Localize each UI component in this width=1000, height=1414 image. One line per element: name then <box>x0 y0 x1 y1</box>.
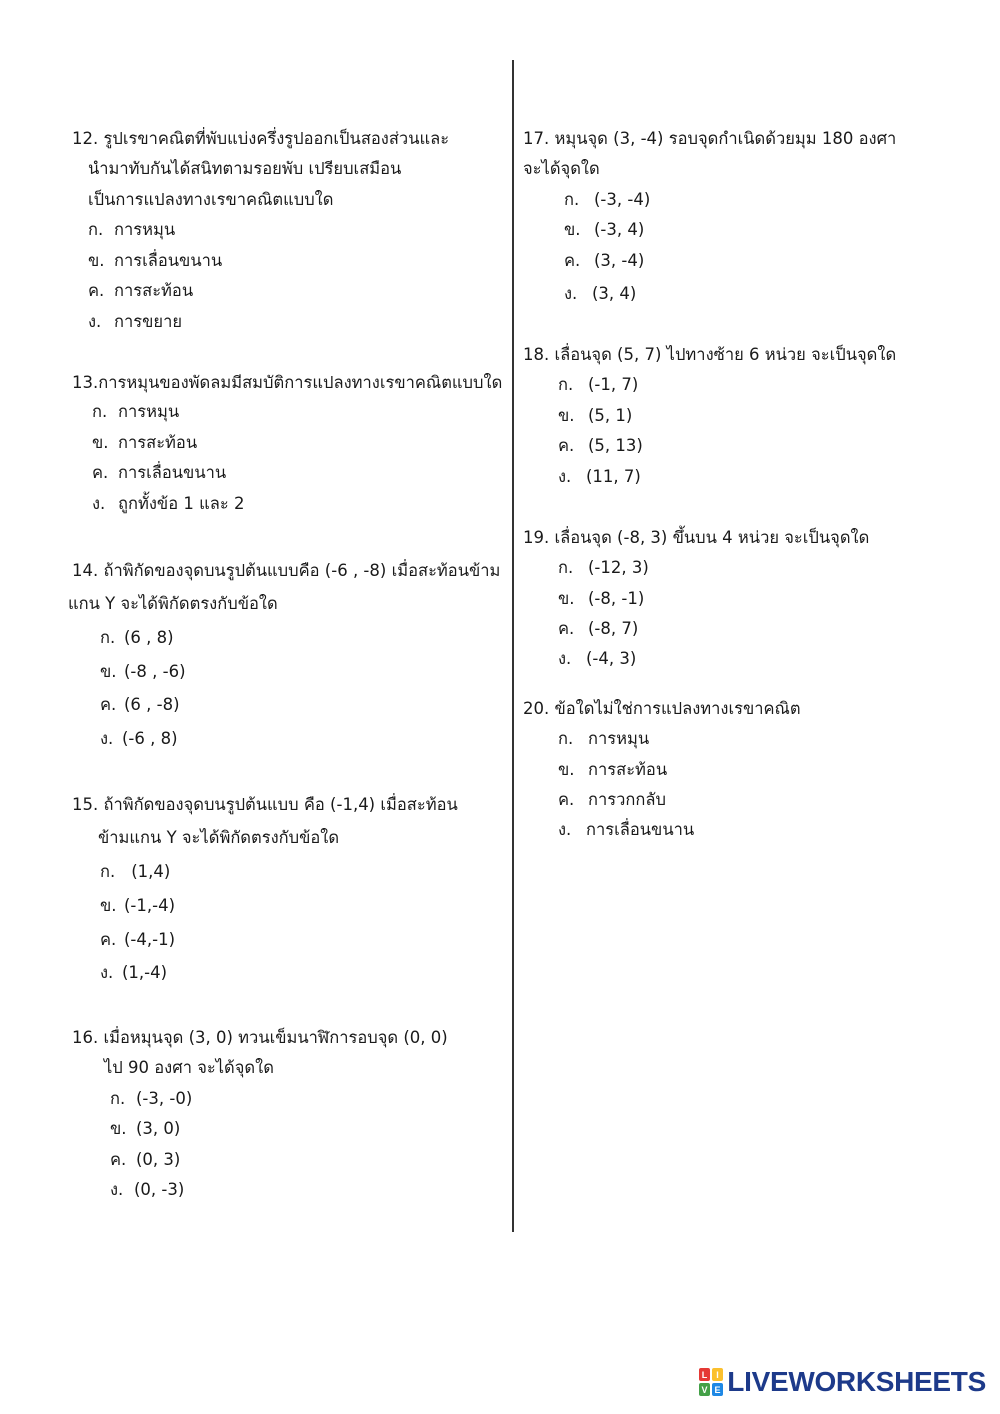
question-13-option-b[interactable] <box>92 431 197 455</box>
question-13-line-1: 13.การหมุนของพัดลมมีสมบัติการแปลงทางเรขาคณิตแบบใด <box>72 373 503 392</box>
option-text: การสะท้อน <box>118 433 198 452</box>
option-text: (5, 13) <box>588 436 643 455</box>
question-16-line-1: 16. เมื่อหมุนจุด (3, 0) ทวนเข็มนาฬิการอบจุด (0, 0) <box>72 1028 448 1047</box>
question-19-line-1: 19. เลื่อนจุด (-8, 3) ขึ้นบน 4 หน่วย จะเป็นจุดใด <box>523 528 870 547</box>
option-text: (-1,-4) <box>124 896 176 915</box>
question-15-option-a[interactable] <box>100 860 170 884</box>
option-label: ก. <box>88 220 104 239</box>
option-label: ก. <box>100 628 116 647</box>
option-label: ค. <box>558 790 575 809</box>
question-14-line-2: แกน Y จะได้พิกัดตรงกับข้อใด <box>68 594 278 613</box>
question-13-option-d[interactable] <box>92 492 244 516</box>
option-text: (11, 7) <box>586 467 641 486</box>
option-text: (-3, -4) <box>594 190 651 209</box>
badge-letter: E <box>714 1385 721 1395</box>
question-12-line-2: นำมาทับกันได้สนิทตามรอยพับ เปรียบเสมือน <box>88 159 402 178</box>
question-17-option-c[interactable] <box>564 249 644 273</box>
option-text: ถูกทั้งข้อ 1 และ 2 <box>118 494 245 513</box>
option-text: (6 , 8) <box>124 628 174 647</box>
question-14-line-1: 14. ถ้าพิกัดของจุดบนรูปต้นแบบคือ (-6 , -8) เมื่อสะท้อนข้าม <box>72 561 501 580</box>
option-text: การสะท้อน <box>114 281 194 300</box>
option-text: (-6 , 8) <box>122 729 178 748</box>
option-text: (-3, 4) <box>594 220 645 239</box>
option-label: ค. <box>558 436 575 455</box>
option-text: (3, 4) <box>592 284 637 303</box>
option-label: ก. <box>92 402 108 421</box>
question-17-line-1: 17. หมุนจุด (3, -4) รอบจุดกำเนิดด้วยมุม 180 องศา <box>523 129 897 148</box>
option-text: การหมุน <box>114 220 176 239</box>
option-text: (3, 0) <box>136 1119 181 1138</box>
question-18-option-c[interactable] <box>558 434 643 458</box>
liveworksheets-logo <box>699 1366 986 1398</box>
option-label: ข. <box>100 896 117 915</box>
question-14-option-a[interactable] <box>100 626 174 650</box>
question-12-option-b[interactable] <box>88 249 222 273</box>
option-label: ง. <box>558 649 572 668</box>
option-label: ง. <box>558 467 572 486</box>
option-label: ข. <box>100 662 117 681</box>
option-label: ง. <box>88 312 102 331</box>
question-12-line-1: 12. รูปเรขาคณิตที่พับแบ่งครึ่งรูปออกเป็นสองส่วนและ <box>72 129 450 148</box>
option-label: ก. <box>558 729 574 748</box>
option-label: ค. <box>564 251 581 270</box>
option-label: ค. <box>100 695 117 714</box>
question-16-line-2: ไป 90 องศา จะได้จุดใด <box>104 1058 274 1077</box>
live-badge-icon <box>699 1368 723 1396</box>
option-label: ข. <box>88 251 105 270</box>
option-label: ข. <box>558 760 575 779</box>
option-label: ก. <box>110 1089 126 1108</box>
question-20-option-c[interactable] <box>558 788 666 812</box>
question-19-option-d[interactable] <box>558 647 636 671</box>
question-16-option-d[interactable] <box>110 1178 184 1202</box>
option-label: ข. <box>92 433 109 452</box>
option-label: ข. <box>564 220 581 239</box>
question-17-option-a[interactable] <box>564 188 650 212</box>
question-17-option-b[interactable] <box>564 218 644 242</box>
option-text: (1,4) <box>126 862 171 881</box>
option-text: การหมุน <box>588 729 650 748</box>
question-18-option-b[interactable] <box>558 404 632 428</box>
option-text: (1,-4) <box>122 963 168 982</box>
question-17-line-2: จะได้จุดใด <box>523 159 600 178</box>
option-text: (-8 , -6) <box>124 662 186 681</box>
question-20-option-d[interactable] <box>558 818 694 842</box>
option-label: ข. <box>110 1119 127 1138</box>
option-label: ค. <box>100 930 117 949</box>
question-19-option-c[interactable] <box>558 617 638 641</box>
badge-letter: L <box>702 1370 708 1380</box>
question-14-option-d[interactable] <box>100 727 178 751</box>
badge-letter: I <box>716 1370 720 1380</box>
option-text: การวกกลับ <box>588 790 666 809</box>
option-label: ง. <box>558 820 572 839</box>
option-label: ข. <box>558 589 575 608</box>
question-15-line-2: ข้ามแกน Y จะได้พิกัดตรงกับข้อใด <box>98 828 340 847</box>
option-label: ค. <box>110 1150 127 1169</box>
option-label: ก. <box>100 862 116 881</box>
option-label: ค. <box>92 463 109 482</box>
option-label: ข. <box>558 406 575 425</box>
question-13-option-a[interactable] <box>92 400 179 424</box>
option-text: การเลื่อนขนาน <box>586 820 695 839</box>
option-text: การสะท้อน <box>588 760 668 779</box>
question-20-option-b[interactable] <box>558 758 667 782</box>
option-text: (-3, -0) <box>136 1089 193 1108</box>
question-18-option-d[interactable] <box>558 465 641 489</box>
question-18-option-a[interactable] <box>558 373 638 397</box>
option-text: (-8, -1) <box>588 589 645 608</box>
option-text: (-1, 7) <box>588 375 639 394</box>
question-14-option-c[interactable] <box>100 693 180 717</box>
question-12-option-a[interactable] <box>88 218 175 242</box>
question-20-option-a[interactable] <box>558 727 649 751</box>
option-text: (5, 1) <box>588 406 633 425</box>
question-14-option-b[interactable] <box>100 660 186 684</box>
question-19-option-b[interactable] <box>558 587 644 611</box>
option-text: การเลื่อนขนาน <box>114 251 223 270</box>
option-label: ง. <box>100 729 114 748</box>
question-16-option-c[interactable] <box>110 1148 180 1172</box>
question-16-option-b[interactable] <box>110 1117 180 1141</box>
option-text: (-4, 3) <box>586 649 637 668</box>
column-divider <box>512 60 514 1232</box>
question-20-line-1: 20. ข้อใดไม่ใช่การแปลงทางเรขาคณิต <box>523 699 801 718</box>
question-15-line-1: 15. ถ้าพิกัดของจุดบนรูปต้นแบบ คือ (-1,4) เมื่อสะท้อน <box>72 795 458 814</box>
option-label: ก. <box>564 190 580 209</box>
question-18-line-1: 18. เลื่อนจุด (5, 7) ไปทางซ้าย 6 หน่วย จะเป็นจุดใด <box>523 345 897 364</box>
option-text: การเลื่อนขนาน <box>118 463 227 482</box>
option-text: (-12, 3) <box>588 558 649 577</box>
question-12-option-d[interactable] <box>88 310 182 334</box>
option-text: (-4,-1) <box>124 930 176 949</box>
option-text: การขยาย <box>114 312 182 331</box>
question-15-option-c[interactable] <box>100 928 175 952</box>
question-17-option-d[interactable] <box>564 282 636 306</box>
option-label: ง. <box>100 963 114 982</box>
option-text: (-8, 7) <box>588 619 639 638</box>
question-15-option-d[interactable] <box>100 961 167 985</box>
option-label: ก. <box>558 558 574 577</box>
option-label: ค. <box>558 619 575 638</box>
question-12-option-c[interactable] <box>88 279 193 303</box>
question-19-option-a[interactable] <box>558 556 649 580</box>
question-15-option-b[interactable] <box>100 894 175 918</box>
option-label: ง. <box>92 494 106 513</box>
question-12-line-3: เป็นการแปลงทางเรขาคณิตแบบใด <box>88 190 334 209</box>
option-label: ง. <box>110 1180 124 1199</box>
option-text: (0, 3) <box>136 1150 181 1169</box>
option-label: ง. <box>564 284 578 303</box>
option-text: (6 , -8) <box>124 695 180 714</box>
option-text: (0, -3) <box>134 1180 185 1199</box>
badge-letter: V <box>701 1385 708 1395</box>
logo-wordmark: LIVEWORKSHEETS <box>727 1366 986 1397</box>
option-label: ค. <box>88 281 105 300</box>
option-text: การหมุน <box>118 402 180 421</box>
option-text: (3, -4) <box>594 251 645 270</box>
question-16-option-a[interactable] <box>110 1087 192 1111</box>
question-13-option-c[interactable] <box>92 461 226 485</box>
option-label: ก. <box>558 375 574 394</box>
